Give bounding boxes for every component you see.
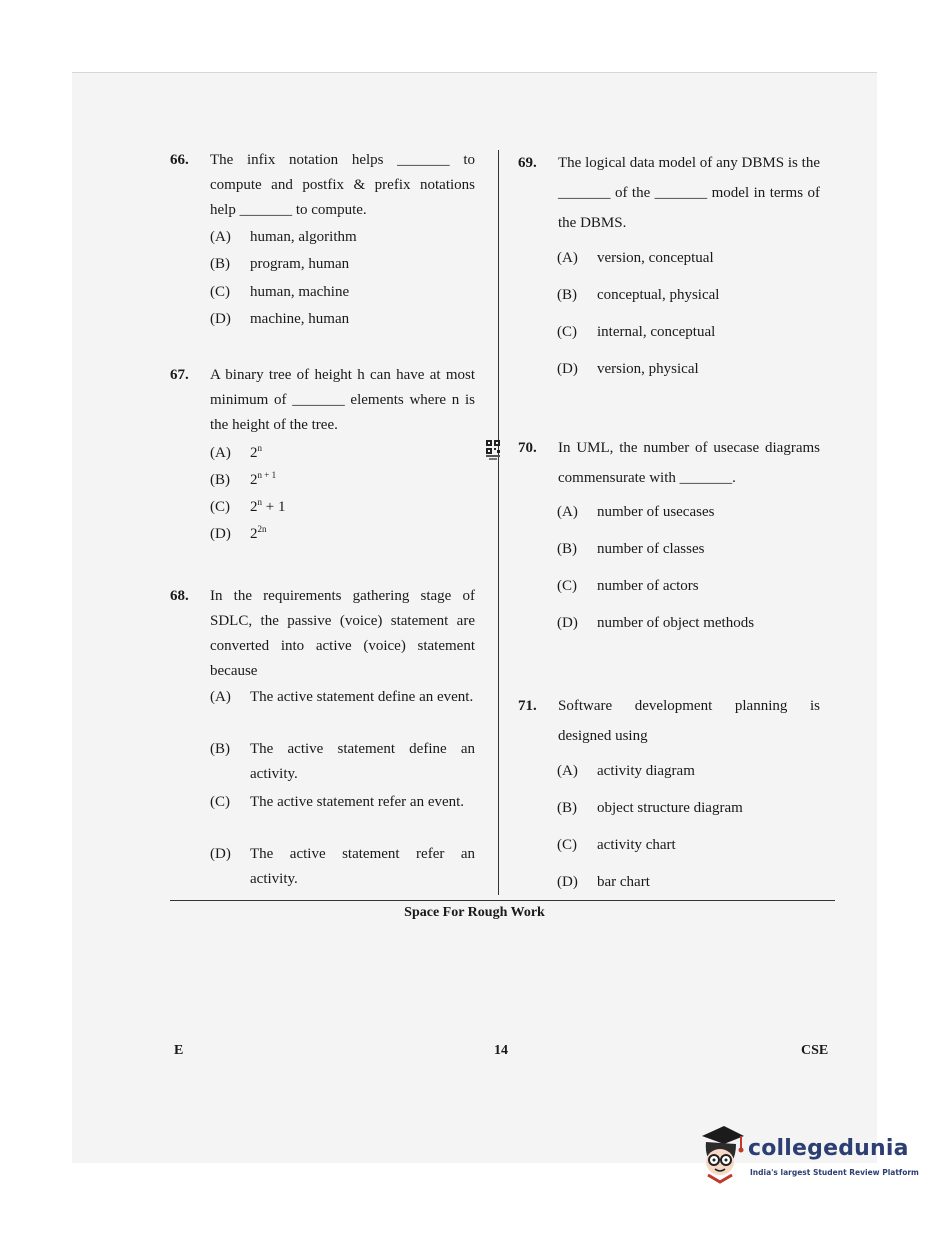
option-b: (B) $2^{n + 1}$ <box>210 470 277 488</box>
mascot-icon <box>698 1122 748 1192</box>
question-text: The infix notation helps _______ to compute and postfix & prefix notations help _______ to compute. <box>210 152 475 218</box>
question-text: In UML, the number of usecase diagrams commensurate with _______. <box>558 440 820 486</box>
collegedunia-logo[interactable] <box>698 1122 928 1192</box>
question-text: A binary tree of height h can have at most minimum of _______ elements where n is the height of the tree. <box>210 367 475 433</box>
footer-subject: CSE <box>801 1043 829 1058</box>
question-text: Software development planning is designed using <box>558 698 820 744</box>
brand-name: collegedunia <box>748 1136 909 1161</box>
option-a: (A) number of usecases <box>557 504 715 520</box>
option-c: (C) activity chart <box>557 837 676 853</box>
question-text: In the requirements gathering stage of SDLC, the passive (voice) statement are converted into active (voice) statement because <box>210 588 475 679</box>
footer-page-number: 14 <box>494 1043 508 1058</box>
option-d: (D) bar chart <box>557 874 650 890</box>
question-number: 70. <box>518 440 537 456</box>
option-c: (C) number of actors <box>557 578 699 594</box>
option-a: (A) activity diagram <box>557 763 695 779</box>
option-a: (A) 2$^n$ <box>210 443 262 461</box>
brand-tagline: India's largest Student Review Platform <box>750 1168 919 1177</box>
option-b: (B) program, human <box>210 256 350 272</box>
question-number: 69. <box>518 155 537 171</box>
option-b: (B) conceptual, physical <box>557 287 720 303</box>
column-divider <box>498 150 499 895</box>
option-d: (D) number of object methods <box>557 615 755 631</box>
option-b: (B) object structure diagram <box>557 800 743 816</box>
qr-code-icon <box>486 440 500 460</box>
option-a: (A) version, conceptual <box>557 250 714 266</box>
question-number: 71. <box>518 698 537 714</box>
question-number: 67. <box>170 367 189 383</box>
option-d: (D) machine, human <box>210 311 350 327</box>
question-text: The logical data model of any DBMS is the _______ of the _______ model in terms of the DBMS. <box>558 155 820 231</box>
option-a: (A) human, algorithm <box>210 229 357 245</box>
option-b: (B) number of classes <box>557 541 705 557</box>
rough-work-label: Space For Rough Work <box>404 905 545 920</box>
footer-set-code: E <box>174 1043 184 1058</box>
question-number: 66. <box>170 152 189 168</box>
option-d: (D) $2^{2n}$ <box>210 524 267 542</box>
question-number: 68. <box>170 588 189 604</box>
option-d: (D) version, physical <box>557 361 699 377</box>
option-c: (C) internal, conceptual <box>557 324 716 340</box>
option-c: (C) human, machine <box>210 284 350 300</box>
option-c: (C) $2^n + 1$ <box>210 497 286 515</box>
rough-work-rule <box>170 900 835 901</box>
